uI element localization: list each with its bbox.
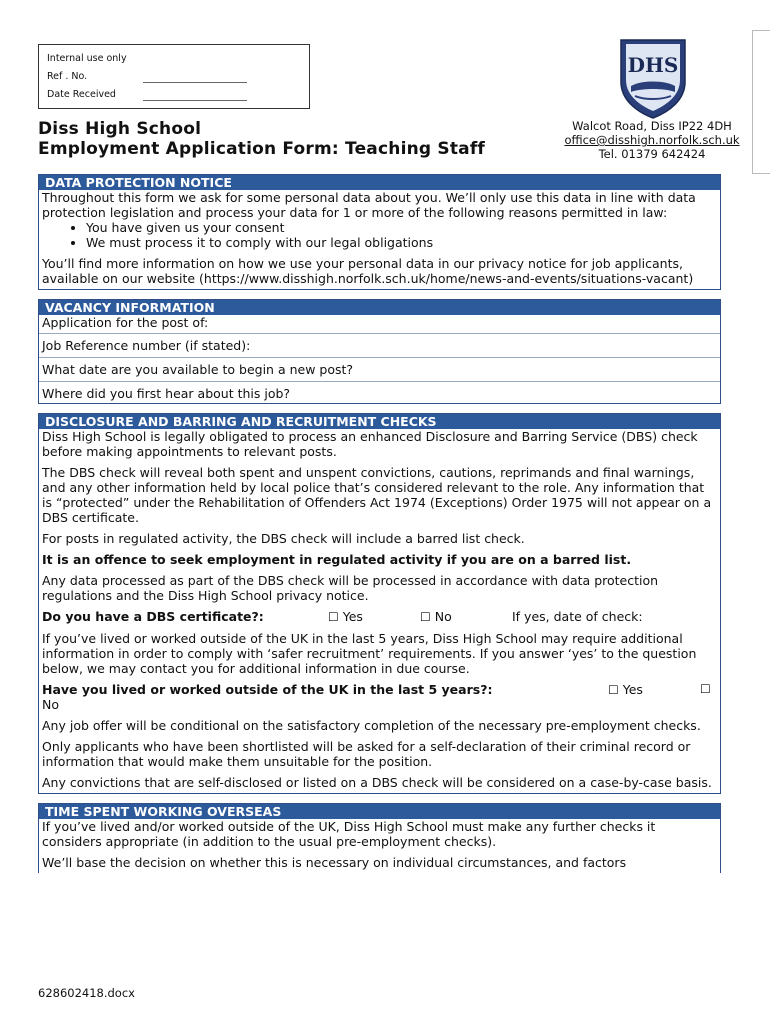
date-received-label: Date Received (47, 89, 116, 100)
dbs-paragraph: Any convictions that are self-disclosed or listed on a DBS check will be considered on a case-by-case basis. (42, 775, 712, 790)
school-phone: Tel. 01379 642424 (598, 147, 706, 161)
dbs-yes-option[interactable] (328, 609, 420, 625)
yes-label: Yes (622, 682, 643, 697)
job-source-field[interactable]: Where did you first hear about this job? (39, 381, 720, 403)
dbs-paragraph: Only applicants who have been shortlisted will be asked for a self-declaration of their criminal record or information that would make them unsuitable for the position. (42, 739, 691, 769)
ref-no-label: Ref . No. (47, 71, 88, 82)
no-label: No (434, 609, 452, 624)
list-item: • You have given us your consent (86, 220, 717, 235)
overseas-section (38, 803, 721, 873)
overseas-paragraph: We’ll base the decision on whether this is necessary on individual circumstances, and factors (42, 855, 627, 870)
school-address: Walcot Road, Diss IP22 4DH (572, 119, 732, 133)
date-received-field[interactable] (143, 90, 247, 101)
dbs-check-date-field[interactable]: If yes, date of check: (512, 609, 643, 624)
section-heading: DISCLOSURE AND BARRING AND RECRUITMENT CHECKS (39, 414, 720, 429)
school-address-block (552, 119, 752, 161)
dbs-paragraph: If you’ve lived or worked outside of the UK in the last 5 years, Diss High School may require additional information in order to comply with ‘safer recruitment’ requirements. If you answer ‘yes’ to the question below, we may contact you for additional information in due course. (42, 631, 697, 676)
reasons-list (42, 220, 717, 250)
data-protection-intro: Throughout this form we ask for some personal data about you. We’ll only use this data in line with data protection legislation and process your data for 1 or more of the following reasons permitted in law: (42, 190, 696, 220)
dbs-paragraph: Any data processed as part of the DBS check will be processed in accordance with data protection regulations and the Diss High School privacy notice. (42, 573, 659, 603)
overseas-question (42, 682, 717, 712)
dbs-paragraph: Any job offer will be conditional on the satisfactory completion of the necessary pre-employment checks. (42, 718, 701, 733)
barred-list-warning: It is an offence to seek employment in regulated activity if you are on a barred list. (42, 552, 632, 567)
no-label[interactable]: No (42, 697, 59, 712)
dbs-body (39, 429, 720, 793)
ref-no-field[interactable] (143, 72, 247, 83)
form-content (38, 174, 721, 882)
vacancy-section (38, 299, 721, 404)
page-title (38, 119, 485, 159)
post-field[interactable]: Application for the post of: (42, 315, 209, 330)
yes-label: Yes (342, 609, 363, 624)
overseas-yes-option[interactable] (608, 682, 643, 698)
dbs-no-option[interactable] (420, 609, 512, 625)
overseas-paragraph: If you’ve lived and/or worked outside of the UK, Diss High School must make any further checks it considers appropriate (in addition to the usual pre-employment checks). (42, 819, 656, 849)
dbs-paragraph: The DBS check will reveal both spent and unspent convictions, cautions, reprimands and final warnings, and any other information held by local police that’s considered relevant to the role. Any information that is “protected” under the Rehabilitation of Offenders Act 1974 (Exceptions) Order 1975 will not appear on a DBS certificate. (42, 465, 712, 525)
section-heading: DATA PROTECTION NOTICE (39, 175, 720, 190)
document-filename: 628602418.docx (38, 986, 135, 1000)
svg-text:DHS: DHS (627, 53, 679, 77)
data-protection-body (39, 190, 720, 289)
section-heading: TIME SPENT WORKING OVERSEAS (39, 804, 720, 819)
checkbox-icon[interactable]: ☐ (420, 610, 431, 624)
internal-use-title: Internal use only (47, 53, 127, 64)
job-reference-field[interactable]: Job Reference number (if stated): (39, 333, 720, 357)
dbs-section (38, 413, 721, 794)
margin-rule (752, 30, 770, 174)
overseas-question-label: Have you lived or worked outside of the UK in the last 5 years?: (42, 682, 493, 697)
internal-use-box (38, 44, 310, 109)
checkbox-icon[interactable]: ☐ (608, 683, 619, 697)
dbs-paragraph: For posts in regulated activity, the DBS check will include a barred list check. (42, 531, 525, 546)
privacy-notice-text: You’ll find more information on how we use your personal data in our privacy notice for job applicants, available on our website (https://www.disshigh.norfolk.sch.uk/home/news-and-events/situations-vacant) (42, 256, 694, 286)
dbs-certificate-label: Do you have a DBS certificate?: (42, 609, 264, 624)
section-heading: VACANCY INFORMATION (39, 300, 720, 315)
dbs-paragraph: Diss High School is legally obligated to process an enhanced Disclosure and Barring Service (DBS) check before making appointments to relevant posts. (42, 429, 698, 459)
school-email-link[interactable]: office@disshigh.norfolk.sch.uk (564, 133, 740, 147)
start-date-field[interactable]: What date are you available to begin a new post? (39, 357, 720, 381)
form-title: Employment Application Form: Teaching Staff (38, 139, 486, 159)
dbs-certificate-question (42, 609, 717, 625)
list-item: • We must process it to comply with our legal obligations (86, 235, 717, 250)
data-protection-section (38, 174, 721, 290)
school-crest-icon (617, 38, 689, 120)
overseas-body (39, 819, 720, 873)
checkbox-icon[interactable]: ☐ (700, 682, 711, 696)
school-name: Diss High School (38, 119, 202, 139)
checkbox-icon[interactable]: ☐ (328, 610, 339, 624)
